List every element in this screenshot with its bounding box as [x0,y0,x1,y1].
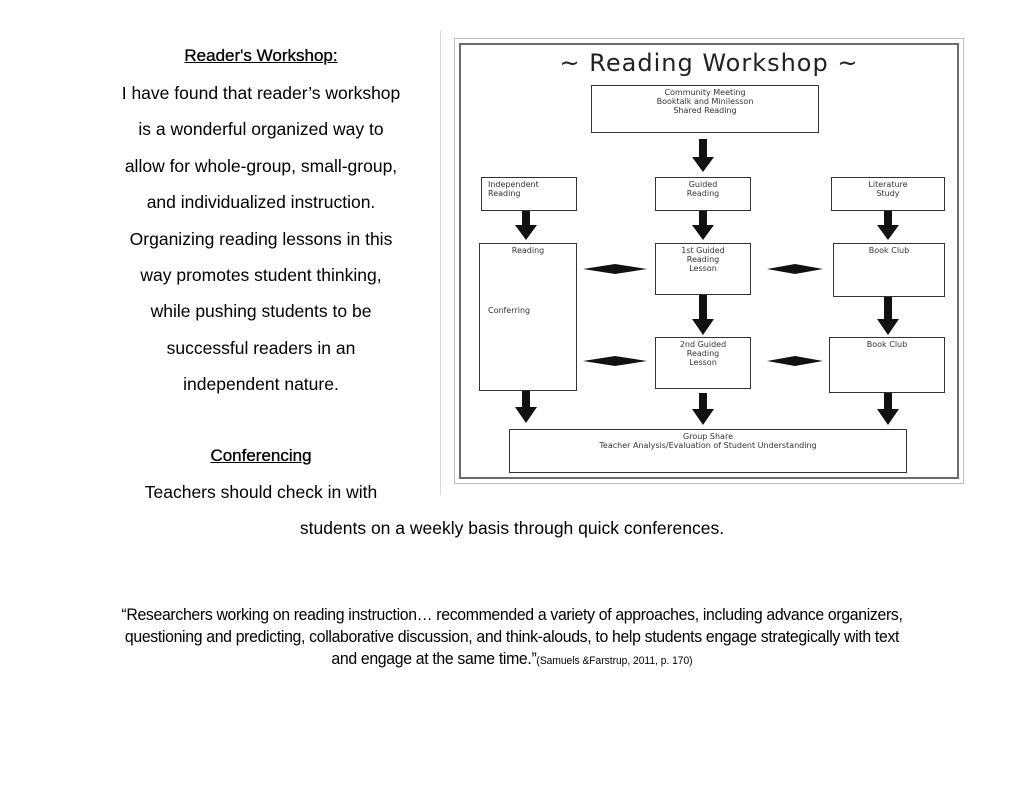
guided-reading-label: Guided Reading [686,180,720,198]
book-club-label-2: Book Club [866,340,908,349]
guided-reading-box [655,177,751,211]
group-share-label: Group Share Teacher Analysis/Evaluation of Student Understanding [599,432,817,450]
literature-study-label: Literature Study [868,180,908,198]
readers-workshop-heading: Reader's Workshop: [184,46,338,65]
quote-citation: (Samuels &Farstrup, 2011, p. 170) [536,655,693,667]
arrow-down-top [692,139,714,172]
diagram-title: ~ Reading Workshop ~ [559,49,859,77]
arrow-down-bottom-left [515,391,537,423]
column-divider [440,30,441,495]
book-club-box-1 [833,243,945,297]
paragraph-line: I have found that reader’s workshop [121,83,401,103]
reading-conferring-box [479,243,577,391]
reading-workshop-diagram [454,38,964,484]
conferring-label: Conferring [488,306,531,315]
arrow-down-bottom-right [877,393,899,425]
double-arrow-1 [583,264,647,274]
double-arrow-2 [767,264,823,274]
arrow-down-right [877,206,899,240]
arrow-down-right-2 [877,293,899,335]
arrow-down-center [692,206,714,240]
paragraph-line: independent nature. [183,374,339,395]
conferencing-text-line-2-text: students on a weekly basis through quick conferences. [299,518,725,538]
reading-label: Reading [511,246,545,255]
arrow-down-center-2 [692,293,714,335]
conferencing-text-line-1: Teachers should check in with [144,482,378,502]
book-club-label-1: Book Club [868,246,910,255]
double-arrow-3 [583,356,647,366]
paragraph-line: Organizing reading lessons in this [129,228,393,249]
paragraph-line: successful readers in an [166,337,356,358]
group-share-box [509,429,907,473]
research-quote [121,604,902,672]
paragraph-line: allow for whole-group, small-group, [124,155,398,176]
paragraph-line: and individualized instruction. [146,192,376,213]
independent-reading-label: Independent Reading [488,180,539,198]
independent-reading-box [481,177,577,211]
literature-study-box [831,177,945,211]
quote-text: “Researchers working on reading instruction… recommended a variety of approaches, including advance organizers, questioning and predicting, collaborative discussion, and think-alouds, to help students engage strategically with text and engage at the same time.” [121,605,903,668]
paragraph-line: way promotes student thinking, [140,265,382,286]
second-guided-reading-label: 2nd Guided Reading Lesson [679,340,727,367]
arrow-down-bottom-center [692,393,714,425]
community-meeting-box [591,85,819,133]
book-club-box-2 [829,337,945,393]
community-meeting-label: Community Meeting Booktalk and Minilesson Shared Reading [656,88,754,115]
first-guided-reading-label: 1st Guided Reading Lesson [681,246,725,273]
first-guided-reading-box [655,243,751,295]
double-arrow-4 [767,356,823,366]
paragraph-line: while pushing students to be [150,301,372,322]
left-column [88,46,434,403]
conferencing-heading: Conferencing [210,446,312,465]
intro-paragraph [88,75,434,403]
conferencing-text-line-2 [0,518,1024,539]
arrow-down-left [515,206,537,240]
paragraph-line: is a wonderful organized way to [138,119,384,140]
second-guided-reading-box [655,337,751,389]
